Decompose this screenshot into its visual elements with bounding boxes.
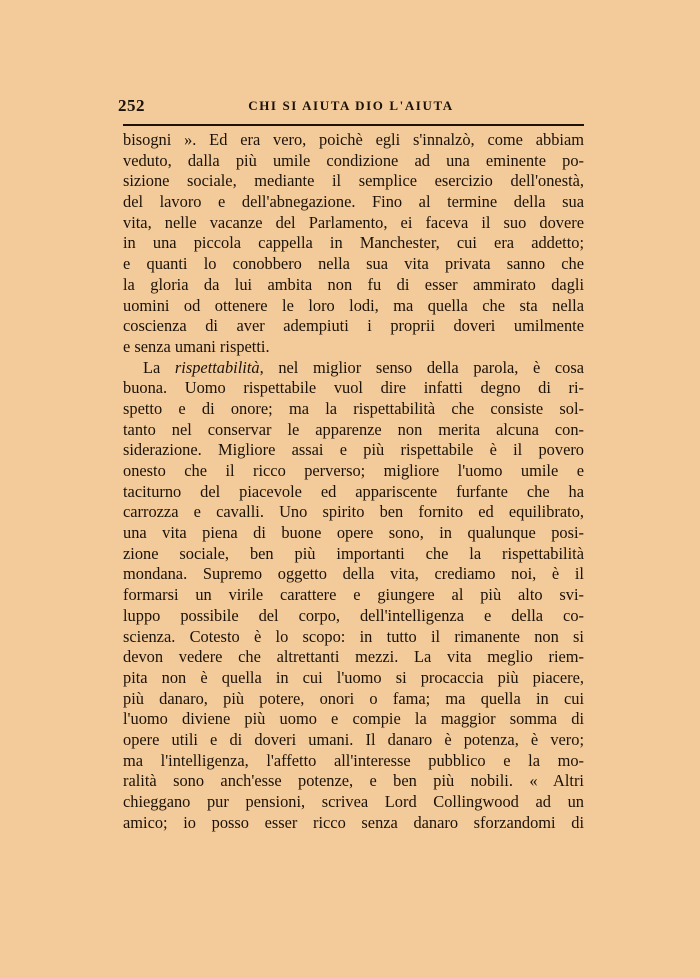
- text-line: bisogni ». Ed era vero, poichè egli s'innalzò, come abbiam: [123, 130, 584, 149]
- text-line: l'uomo diviene più uomo e compie la maggior somma di: [123, 709, 584, 729]
- text-line: scienza. Cotesto è lo scopo: in tutto il rimanente non si: [123, 626, 584, 646]
- text-line: e senza umani rispetti.: [123, 336, 270, 356]
- text-line: e quanti lo conobbero nella sua vita privata sanno che: [123, 254, 584, 274]
- text-line: spetto e di onore; ma la rispettabilità che consiste sol-: [123, 398, 584, 418]
- text-line: veduto, dalla più umile condizione ad una eminente po-: [123, 150, 584, 170]
- running-title: CHI SI AIUTA DIO L'AIUTA: [248, 98, 454, 113]
- text-line: del lavoro e dell'abnegazione. Fino al termine della sua: [123, 192, 584, 212]
- text-line: la gloria da lui ambita non fu di esser ammirato dagli: [123, 274, 584, 294]
- text-line: ma l'intelligenza, l'affetto all'interesse pubblico e la mo-: [123, 750, 584, 770]
- text-line: vita, nelle vacanze del Parlamento, ei faceva il suo dovere: [123, 212, 584, 232]
- body-text: [123, 130, 584, 833]
- text-line: luppo possibile del corpo, dell'intelligenza e della co-: [123, 605, 584, 625]
- text-line: tanto nel conservar le apparenze non merita alcuna con-: [123, 419, 584, 439]
- text-line: sizione sociale, mediante il semplice esercizio dell'onestà,: [123, 171, 584, 191]
- page-header: [118, 96, 584, 116]
- text-line: onesto che il ricco perverso; migliore l'uomo umile e: [123, 461, 584, 480]
- text-line: opere utili e di doveri umani. Il danaro è potenza, è vero;: [123, 729, 584, 749]
- text-line: buona. Uomo rispettabile vuol dire infatti degno di ri-: [123, 378, 584, 398]
- text-line: pita non è quella in cui l'uomo si procaccia più piacere,: [123, 667, 584, 687]
- text-line: chieggano pur pensioni, scrivea Lord Collingwood ad un: [123, 792, 584, 811]
- header-rule: [123, 124, 584, 126]
- text-line: mondana. Supremo oggetto della vita, crediamo noi, è il: [123, 564, 584, 584]
- text-line: siderazione. Migliore assai e più rispettabile è il povero: [123, 440, 584, 460]
- text-line: taciturno del piacevole ed appariscente furfante che ha: [123, 481, 584, 501]
- text-line: amico; io posso esser ricco senza danaro sforzandomi di: [123, 812, 584, 832]
- page-number: 252: [118, 96, 145, 115]
- text-line: devon vedere che altrettanti mezzi. La vita meglio riem-: [123, 647, 584, 667]
- text-line: in una piccola cappella in Manchester, cui era addetto;: [123, 233, 584, 253]
- text-line: coscienza di aver adempiuti i proprii doveri umilmente: [123, 316, 584, 336]
- text-line: una vita piena di buone opere sono, in qualunque posi-: [123, 523, 584, 543]
- text-line: ralità sono anch'esse potenze, e ben più nobili. « Altri: [123, 771, 584, 791]
- text-line: carrozza e cavalli. Uno spirito ben fornito ed equilibrato,: [123, 502, 584, 522]
- text-line: uomini od ottenere le loro lodi, ma quella che sta nella: [123, 295, 584, 315]
- emphasized-word: rispettabilità: [174, 357, 260, 377]
- paragraph-first-line: La rispettabilità, nel miglior senso della parola, è cosa: [143, 357, 584, 377]
- text-line: formarsi un virile carattere e giungere al più alto svi-: [123, 585, 584, 605]
- text-line: zione sociale, ben più importanti che la rispettabilità: [123, 543, 584, 563]
- text-line: più danaro, più potere, onori o fama; ma quella in cui: [123, 688, 584, 708]
